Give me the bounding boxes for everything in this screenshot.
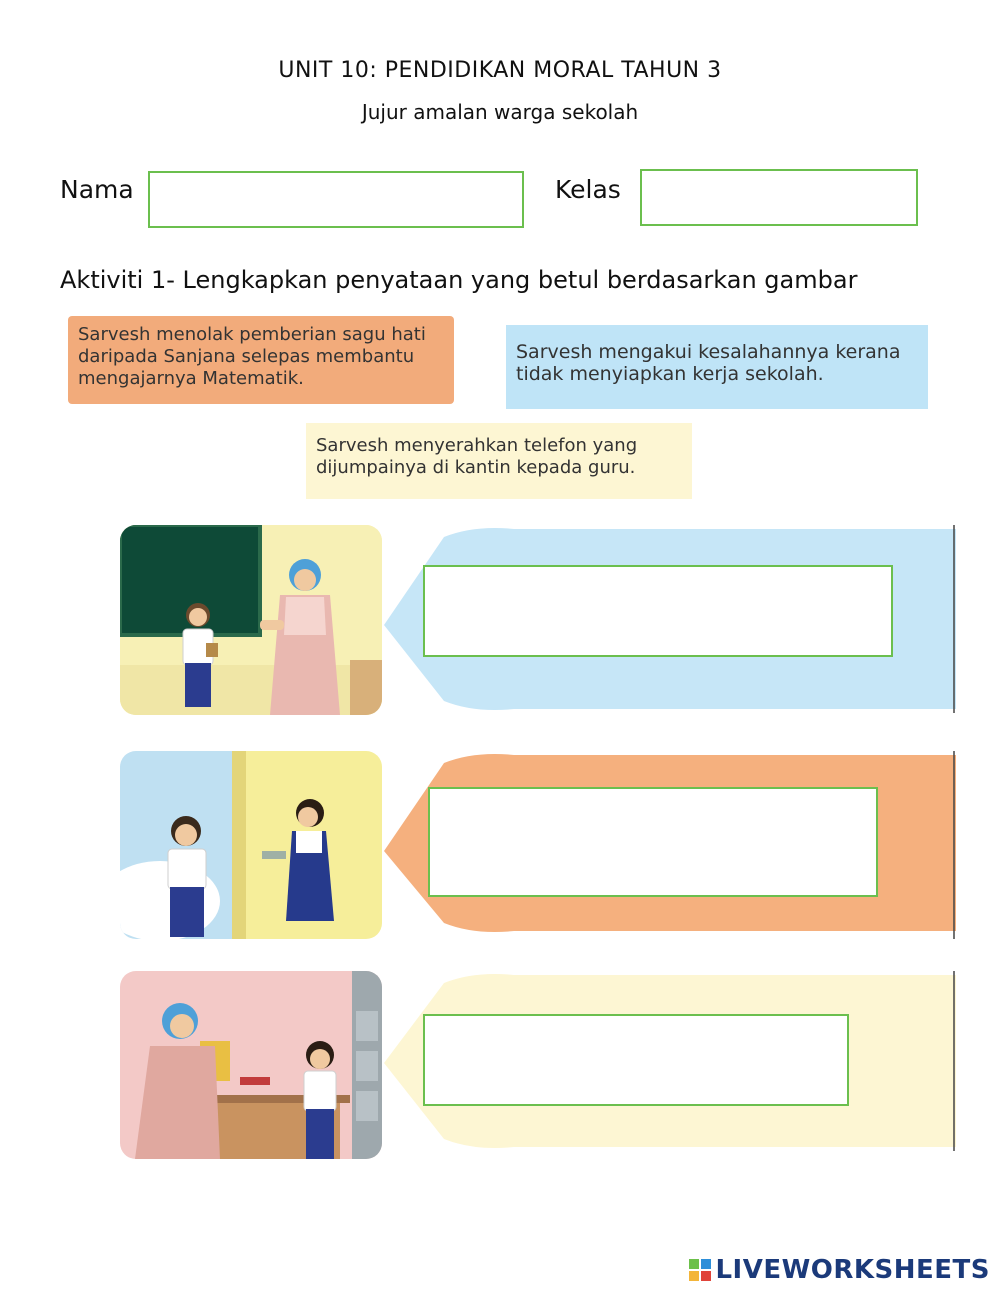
class-input[interactable]	[640, 169, 918, 226]
statement-card-3[interactable]	[306, 423, 692, 499]
worksheet-title: UNIT 10: PENDIDIKAN MORAL TAHUN 3	[278, 58, 722, 83]
answer-box-2[interactable]	[428, 787, 878, 897]
name-label: Nama	[60, 175, 134, 204]
worksheet-subtitle: Jujur amalan warga sekolah	[361, 100, 639, 124]
activity-instruction: Aktiviti 1- Lengkapkan penyataan yang betul berdasarkan gambar	[60, 266, 858, 294]
answer-box-1[interactable]	[423, 565, 893, 657]
answer-box-3[interactable]	[423, 1014, 849, 1106]
statement-text: Sarvesh mengakui kesalahannya kerana tidak menyiapkan kerja sekolah.	[516, 341, 901, 385]
brand-text: LIVEWORKSHEETS	[715, 1255, 990, 1285]
name-input[interactable]	[148, 171, 524, 228]
statement-card-1[interactable]	[68, 316, 454, 404]
class-label: Kelas	[555, 175, 621, 204]
statement-text: Sarvesh menyerahkan telefon yang dijumpainya di kantin kepada guru.	[316, 435, 638, 478]
liveworksheets-icon	[689, 1259, 711, 1281]
scene-image-corridor	[120, 751, 382, 939]
scene-image-classroom	[120, 525, 382, 715]
statement-card-2[interactable]	[506, 325, 928, 409]
scene-image-office	[120, 971, 382, 1159]
statement-text: Sarvesh menolak pemberian sagu hati daripada Sanjana selepas membantu mengajarnya Matematik.	[78, 324, 426, 389]
liveworksheets-logo	[689, 1255, 990, 1285]
